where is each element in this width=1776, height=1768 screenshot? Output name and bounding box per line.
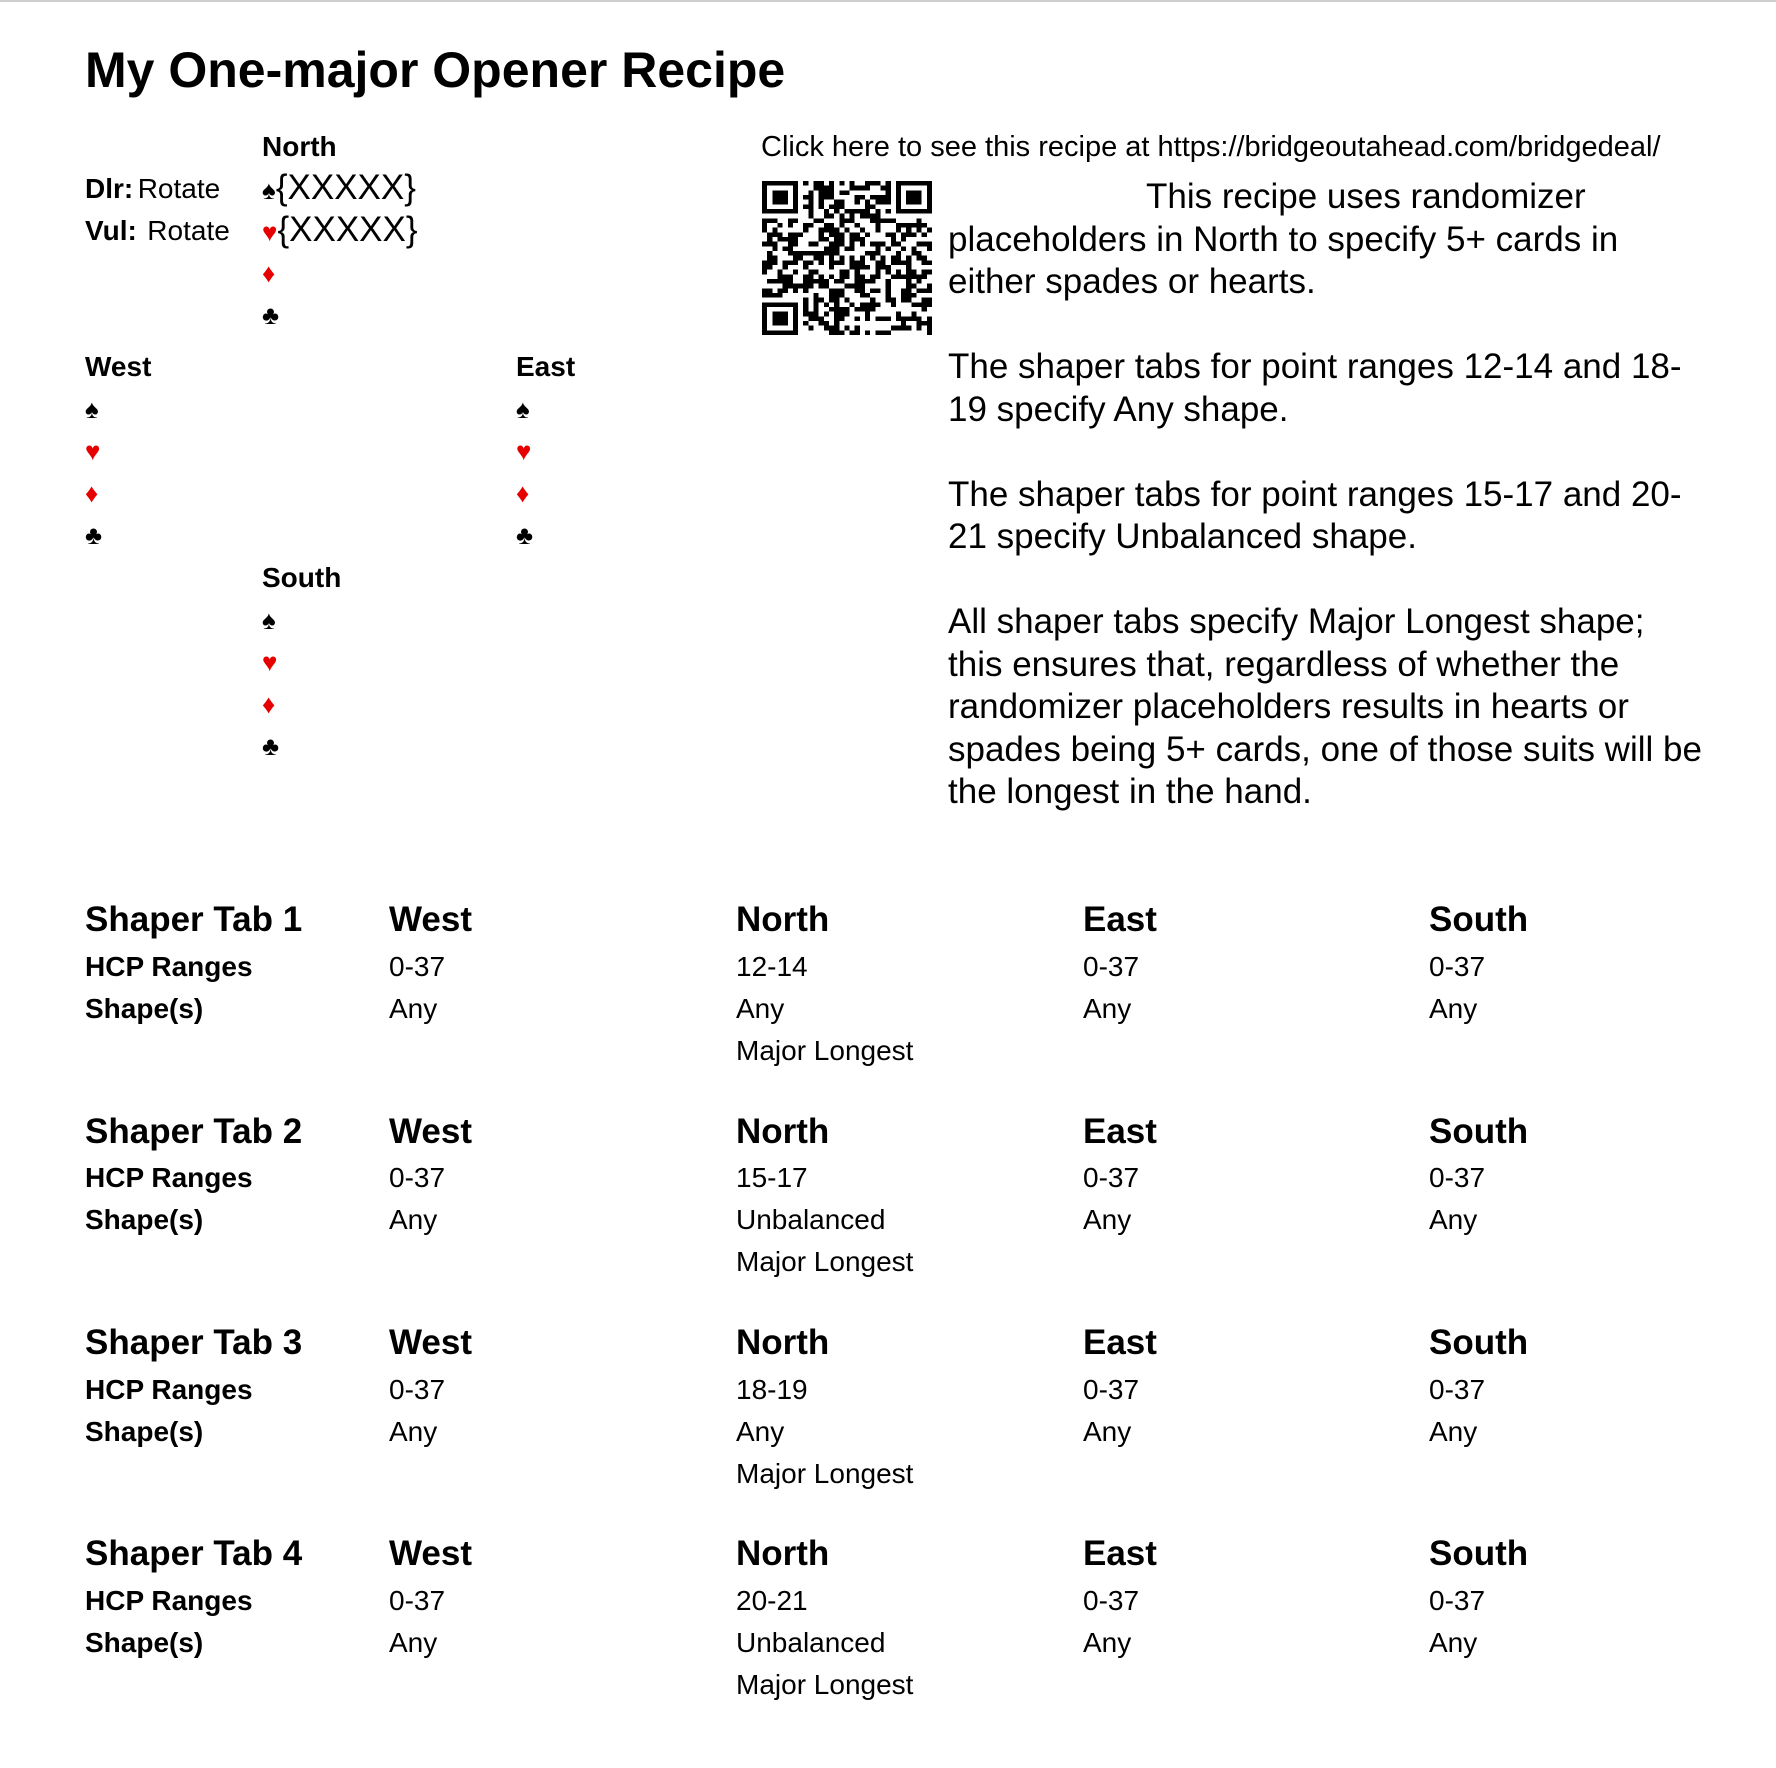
south-column-header: South [1429,900,1529,939]
south-column-header: South [1429,1323,1529,1362]
east-spade-icon: ♠ [516,394,530,424]
south-shape: Any [1429,993,1478,1024]
west-hcp: 0-37 [389,1374,446,1405]
east-hand-label: East [516,351,576,382]
west-shape: Any [389,1627,438,1658]
description-paragraph-4: All shaper tabs specify Major Longest shape; this ensures that, regardless of whether the randomizer placeholders results in hearts or spades being 5+ cards, one of those suits will be the longest in the hand. [948,602,1702,811]
north-hearts [262,210,418,250]
east-column-header: East [1083,1534,1157,1573]
south-shape: Any [1429,1416,1478,1447]
east-club-icon: ♣ [516,520,534,550]
east-hcp: 0-37 [1083,1374,1140,1405]
east-column-header: East [1083,1323,1157,1362]
shapes-label: Shape(s) [85,993,204,1024]
description-paragraph-3: The shaper tabs for point ranges 15-17 and 20-21 specify Unbalanced shape. [948,474,1682,556]
vul-info [85,214,230,248]
west-club-icon: ♣ [85,520,103,550]
north-column-header: North [736,900,830,939]
recipe-description [948,176,1708,856]
west-shape: Any [389,1416,438,1447]
qr-code-icon[interactable] [762,181,932,335]
north-hcp: 18-19 [736,1374,808,1405]
south-diamond-icon: ♦ [262,689,276,719]
west-hcp: 0-37 [389,1585,446,1616]
south-club-icon: ♣ [262,731,280,761]
shaper-tab-title: Shaper Tab 1 [85,900,303,939]
east-shape: Any [1083,1627,1132,1658]
shapes-label: Shape(s) [85,1416,204,1447]
south-column-header: South [1429,1534,1529,1573]
description-paragraph-2: The shaper tabs for point ranges 12-14 and 18-19 specify Any shape. [948,347,1682,429]
page-title: My One-major Opener Recipe [85,42,786,98]
north-shape: Unbalanced [736,1204,886,1235]
north-shape-secondary: Major Longest [736,1458,914,1489]
north-hand-label: North [262,131,337,162]
north-column-header: North [736,1534,830,1573]
north-shape: Any [736,993,785,1024]
shaper-tab-title: Shaper Tab 2 [85,1112,303,1151]
east-column-header: East [1083,900,1157,939]
south-shape: Any [1429,1204,1478,1235]
north-diamond-icon: ♦ [262,258,276,288]
vul-value: Rotate [147,215,230,246]
east-hcp: 0-37 [1083,951,1140,982]
north-column-header: North [736,1323,830,1362]
description-paragraph-1: This recipe uses randomizer placeholders in North to specify 5+ cards in either spades or hearts. [948,177,1619,301]
hcp-ranges-label: HCP Ranges [85,1162,253,1193]
vul-label: Vul: [85,215,137,246]
east-shape: Any [1083,1416,1132,1447]
south-heart-icon: ♥ [262,647,278,677]
east-column-header: East [1083,1112,1157,1151]
hcp-ranges-label: HCP Ranges [85,1374,253,1405]
south-hcp: 0-37 [1429,1162,1486,1193]
north-shape-secondary: Major Longest [736,1669,914,1700]
north-spades-holding: {XXXXX} [275,168,416,207]
west-hcp: 0-37 [389,951,446,982]
north-shape: Unbalanced [736,1627,886,1658]
hcp-ranges-label: HCP Ranges [85,951,253,982]
west-hand-label: West [85,351,152,382]
north-shape-secondary: Major Longest [736,1035,914,1066]
north-shape: Any [736,1416,785,1447]
west-column-header: West [389,1534,472,1573]
north-hcp: 15-17 [736,1162,808,1193]
south-hcp: 0-37 [1429,1374,1486,1405]
north-hearts-holding: {XXXXX} [277,210,418,249]
shapes-label: Shape(s) [85,1204,204,1235]
east-heart-icon: ♥ [516,436,532,466]
south-hand-label: South [262,562,342,593]
west-column-header: West [389,900,472,939]
north-shape-secondary: Major Longest [736,1246,914,1277]
shaper-tab-title: Shaper Tab 3 [85,1323,303,1362]
east-hcp: 0-37 [1083,1162,1140,1193]
west-diamond-icon: ♦ [85,478,99,508]
shapes-label: Shape(s) [85,1627,204,1658]
south-column-header: South [1429,1112,1529,1151]
dealer-value: Rotate [137,173,221,204]
west-hcp: 0-37 [389,1162,446,1193]
spade-icon: ♠ [262,175,276,205]
top-divider [0,0,1776,2]
heart-icon: ♥ [262,217,278,247]
east-shape: Any [1083,1204,1132,1235]
west-column-header: West [389,1112,472,1151]
south-hcp: 0-37 [1429,1585,1486,1616]
dealer-info [85,172,220,206]
south-spade-icon: ♠ [262,605,276,635]
north-hcp: 20-21 [736,1585,808,1616]
north-club-icon: ♣ [262,300,280,330]
west-column-header: West [389,1323,472,1362]
west-spade-icon: ♠ [85,394,99,424]
north-column-header: North [736,1112,830,1151]
north-hcp: 12-14 [736,951,808,982]
dealer-label: Dlr: [85,173,134,204]
west-heart-icon: ♥ [85,436,101,466]
west-shape: Any [389,993,438,1024]
south-shape: Any [1429,1627,1478,1658]
shaper-tab-title: Shaper Tab 4 [85,1534,303,1573]
east-shape: Any [1083,993,1132,1024]
north-spades [262,168,416,208]
recipe-link[interactable]: Click here to see this recipe at https://bridgeoutahead.com/bridgedeal/ [761,131,1661,163]
south-hcp: 0-37 [1429,951,1486,982]
west-shape: Any [389,1204,438,1235]
east-diamond-icon: ♦ [516,478,530,508]
hcp-ranges-label: HCP Ranges [85,1585,253,1616]
east-hcp: 0-37 [1083,1585,1140,1616]
